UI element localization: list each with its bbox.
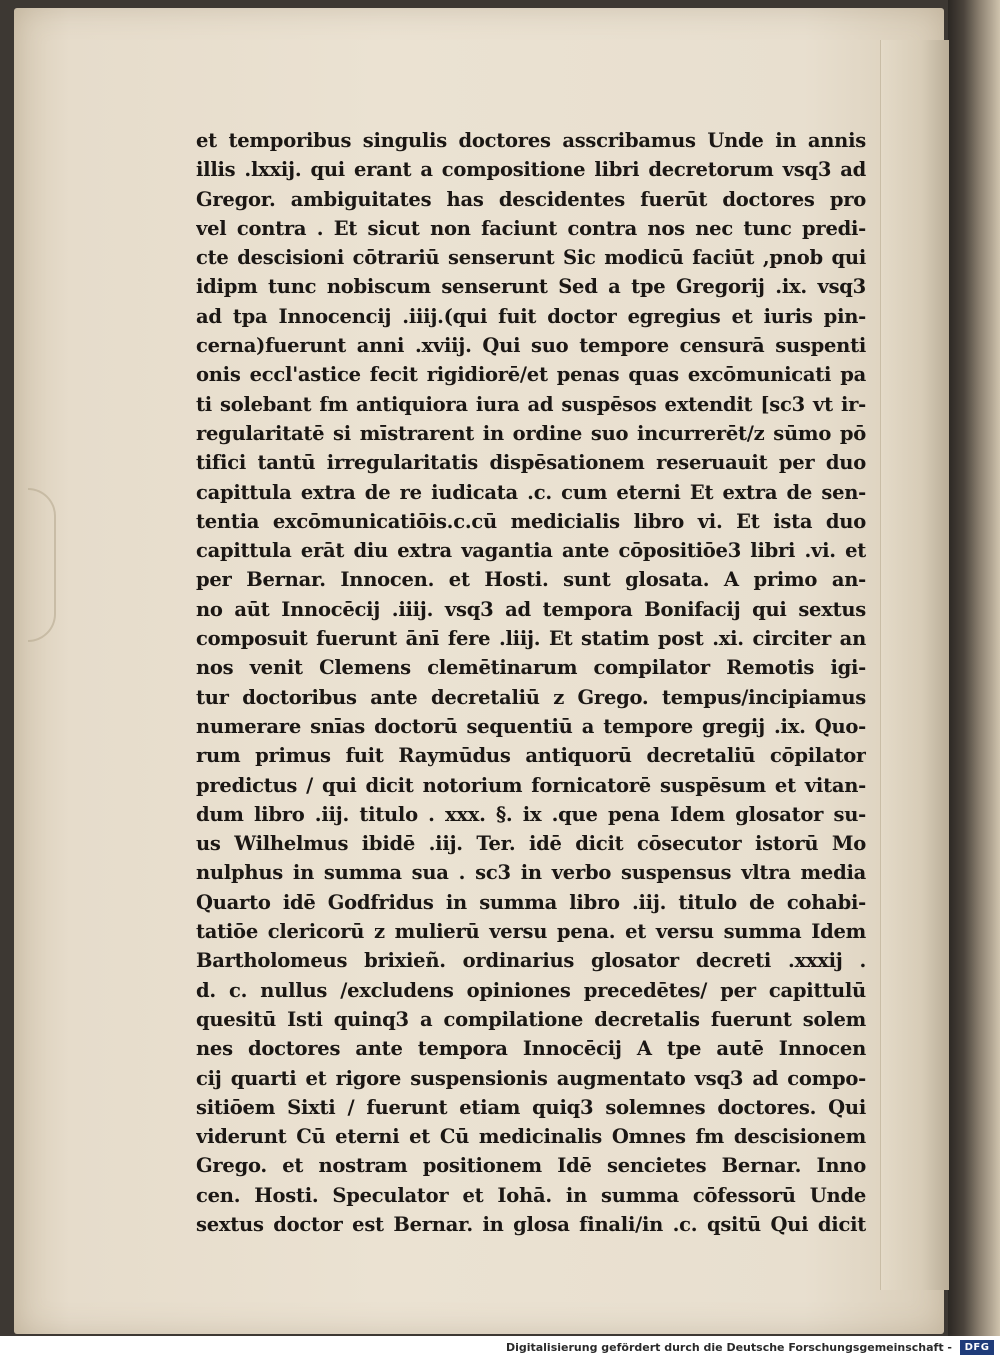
page-fold-edge [880, 40, 949, 1290]
funding-credit: Digitalisierung gefördert durch die Deutsche Forschungsgemeinschaft - [505, 1341, 952, 1354]
text-line: cen. Hosti. Speculator et Iohā. in summa cōfessorū Unde [196, 1183, 866, 1207]
text-line: tatiōe clericorū z mulierū versu pena. et versu summa Idem [196, 920, 866, 944]
text-line: viderunt Cū eterni et Cū medicinalis Omnes fm descisionem [196, 1125, 866, 1149]
text-line: capittula erāt diu extra vagantia ante cōpositiōe3 libri .vi. et [196, 539, 866, 563]
text-line: cij quarti et rigore suspensionis augmentato vsq3 ad compo- [196, 1066, 866, 1090]
text-line: rum primus fuit Raymūdus antiquorū decretaliū cōpilator [196, 744, 866, 768]
text-line: numerare snīas doctorū sequentiū a tempore gregij .ix. Quo- [196, 714, 866, 738]
text-line: nes doctores ante tempora Innocēcij A tpe autē Innocen [196, 1037, 866, 1061]
text-line: nulphus in summa sua . sc3 in verbo suspensus vltra media [196, 861, 866, 885]
text-line: composuit fuerunt ānī fere .liij. Et statim post .xi. circiter an [196, 627, 866, 651]
text-line: cte descisioni cōtrariū senserunt Sic modicū faciūt ,pnob qui [196, 246, 866, 270]
text-line: Bartholomeus brixieñ. ordinarius glosator decreti .xxxij . [196, 949, 866, 973]
text-line: sextus doctor est Bernar. in glosa finali/in .c. qsitū Qui dicit [196, 1212, 866, 1236]
text-line: idipm tunc nobiscum senserunt Sed a tpe Gregorij .ix. vsq3 [196, 275, 866, 299]
text-line: ti solebant fm antiquiora iura ad suspēsos extendit [sc3 vt ir- [196, 392, 866, 416]
text-line: regularitatē si mīstrarent in ordine suo incurrerēt/z sūmo pō [196, 421, 866, 445]
text-line: sitiōem Sixti / fuerunt etiam quiq3 solemnes doctores. Qui [196, 1095, 866, 1119]
text-line: no aūt Innocēcij .iiij. vsq3 ad tempora Bonifacij qui sextus [196, 597, 866, 621]
text-line: quesitū Isti quinq3 a compilatione decretalis fuerunt solem [196, 1007, 866, 1031]
text-line: illis .lxxij. qui erant a compositione libri decretorum vsq3 ad [196, 158, 866, 182]
text-line: cerna)fuerunt anni .xviij. Qui suo tempore censurā suspenti [196, 334, 866, 358]
text-line: vel contra . Et sicut non faciunt contra nos nec tunc predi- [196, 216, 866, 240]
text-line: Quarto idē Godfridus in summa libro .iij. titulo de cohabi- [196, 890, 866, 914]
text-line: nos venit Clemens clemētinarum compilator Remotis igi- [196, 656, 866, 680]
text-line: tur doctoribus ante decretaliū z Grego. tempus/incipiamus [196, 685, 866, 709]
text-line: capittula extra de re iudicata .c. cum eterni Et extra de sen- [196, 480, 866, 504]
page-clip-mark [28, 488, 56, 642]
text-line: ad tpa Innocencij .iiij.(qui fuit doctor egregius et iuris pin- [196, 304, 866, 328]
text-line: tifici tantū irregularitatis dispēsationem reseruauit per duo [196, 451, 866, 475]
text-line: dum libro .iij. titulo . xxx. §. ix .que pena Idem glosator su- [196, 802, 866, 826]
text-line: Grego. et nostram positionem Idē sencietes Bernar. Inno [196, 1154, 866, 1178]
footer-bar [0, 1336, 1000, 1361]
text-line: predictus / qui dicit notorium fornicatorē suspēsum et vitan- [196, 773, 866, 797]
text-line: tentia excōmunicatiōis.c.cū medicialis libro vi. Et ista duo [196, 509, 866, 533]
dfg-logo: DFG [960, 1340, 994, 1355]
text-line: Gregor. ambiguitates has descidentes fuerūt doctores pro [196, 187, 866, 211]
text-line: d. c. nullus /excludens opiniones precedētes/ per capittulū [196, 978, 866, 1002]
printed-text-block [196, 126, 866, 1239]
text-line: onis eccl'astice fecit rigidiorē/et penas quas excōmunicati pa [196, 363, 866, 387]
text-line: et temporibus singulis doctores asscribamus Unde in annis [196, 129, 866, 152]
text-line: us Wilhelmus ibidē .iij. Ter. idē dicit cōsecutor istorū Mo [196, 832, 866, 856]
text-line: per Bernar. Innocen. et Hosti. sunt glosata. A primo an- [196, 568, 866, 592]
facing-page-edge [948, 0, 1000, 1336]
